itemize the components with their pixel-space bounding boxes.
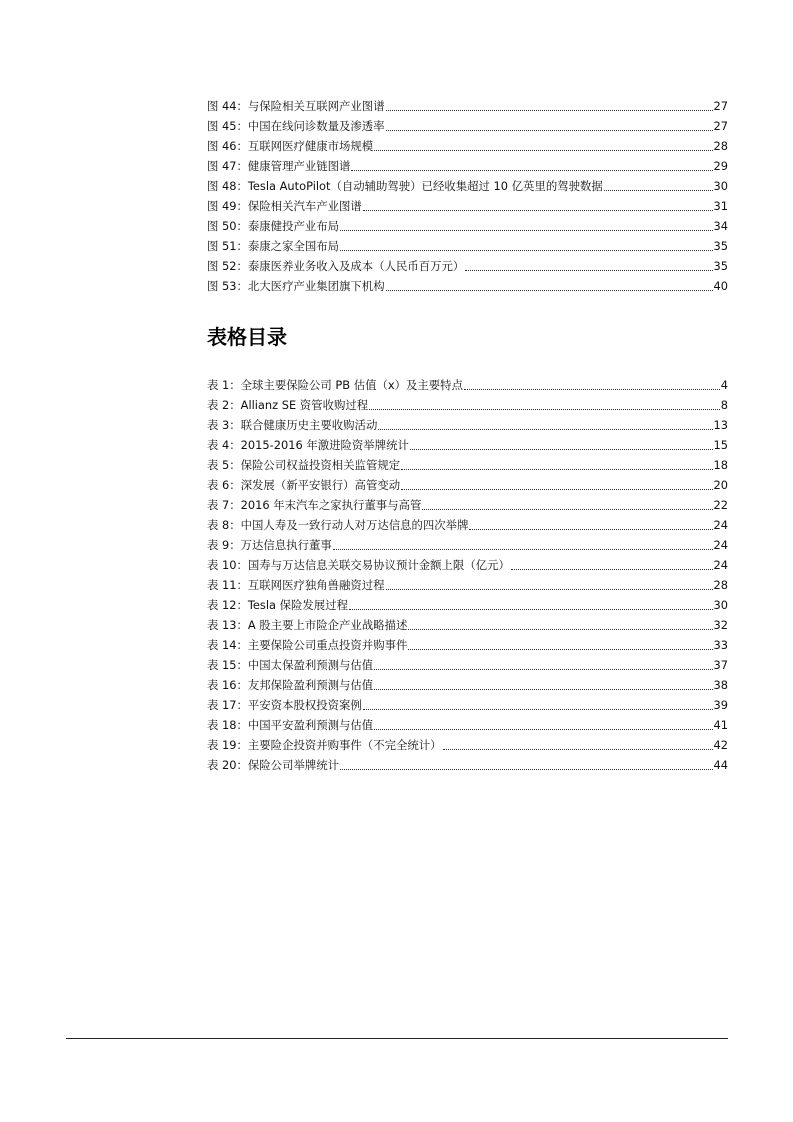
dot-leader: [386, 130, 713, 131]
dot-leader: [349, 609, 713, 610]
page-number: 34: [713, 219, 728, 233]
table-entry-3[interactable]: [207, 415, 728, 435]
dot-leader: [351, 170, 712, 171]
page-number: 38: [713, 678, 728, 692]
table-entry-16[interactable]: [207, 675, 728, 695]
dot-leader: [363, 709, 713, 710]
entry-label: 图 50：泰康健投产业布局: [207, 219, 340, 233]
entry-label: 图 44：与保险相关互联网产业图谱: [207, 99, 385, 113]
page-number: 28: [713, 139, 728, 153]
dot-leader: [422, 509, 712, 510]
dot-leader: [410, 449, 713, 450]
entry-label: 表 5：保险公司权益投资相关监管规定: [207, 458, 401, 472]
entry-label: 表 14：主要保险公司重点投资并购事件: [207, 638, 408, 652]
dot-leader: [408, 649, 712, 650]
figure-list: [207, 96, 728, 296]
entry-label: 表 6：深发展（新平安银行）高管变动: [207, 478, 401, 492]
page-number: 24: [713, 518, 728, 532]
dot-leader: [363, 210, 713, 211]
entry-label: 表 20：保险公司举牌统计: [207, 758, 340, 772]
dot-leader: [386, 589, 713, 590]
dot-leader: [464, 389, 720, 390]
dot-leader: [340, 769, 712, 770]
dot-leader: [465, 270, 712, 271]
dot-leader: [340, 250, 712, 251]
dot-leader: [604, 190, 713, 191]
page-number: 32: [713, 618, 728, 632]
table-entry-7[interactable]: [207, 495, 728, 515]
page-number: 30: [713, 179, 728, 193]
dot-leader: [386, 110, 713, 111]
figure-entry-44[interactable]: [207, 96, 728, 116]
table-entry-1[interactable]: [207, 375, 728, 395]
dot-leader: [374, 689, 712, 690]
dot-leader: [401, 469, 712, 470]
page-number: 22: [713, 498, 728, 512]
table-entry-8[interactable]: [207, 515, 728, 535]
figure-entry-51[interactable]: [207, 236, 728, 256]
figure-entry-53[interactable]: [207, 276, 728, 296]
page-number: 29: [713, 159, 728, 173]
page-number: 40: [713, 279, 728, 293]
entry-label: 图 48：Tesla AutoPilot（自动辅助驾驶）已经收集超过 10 亿英里的驾驶数据: [207, 179, 603, 193]
page-number: 24: [713, 558, 728, 572]
table-entry-19[interactable]: [207, 735, 728, 755]
figure-entry-52[interactable]: [207, 256, 728, 276]
entry-label: 表 1：全球主要保险公司 PB 估值（x）及主要特点: [207, 378, 463, 392]
entry-label: 表 11：互联网医疗独角兽融资过程: [207, 578, 385, 592]
page-number: 44: [713, 758, 728, 772]
entry-label: 表 18：中国平安盈利预测与估值: [207, 718, 374, 732]
figure-entry-47[interactable]: [207, 156, 728, 176]
table-entry-10[interactable]: [207, 555, 728, 575]
entry-label: 表 2：Allianz SE 资管收购过程: [207, 398, 369, 412]
entry-label: 表 10：国寿与万达信息关联交易协议预计金额上限（亿元）: [207, 558, 510, 572]
page-number: 28: [713, 578, 728, 592]
figure-entry-46[interactable]: [207, 136, 728, 156]
dot-leader: [369, 409, 720, 410]
table-entry-12[interactable]: [207, 595, 728, 615]
dot-leader: [378, 429, 712, 430]
entry-label: 表 12：Tesla 保险发展过程: [207, 598, 348, 612]
table-entry-15[interactable]: [207, 655, 728, 675]
entry-label: 表 7：2016 年末汽车之家执行董事与高管: [207, 498, 422, 512]
page-number: 4: [720, 378, 728, 392]
page-number: 15: [713, 438, 728, 452]
entry-label: 图 51：泰康之家全国布局: [207, 239, 340, 253]
entry-label: 表 8：中国人寿及一致行动人对万达信息的四次举牌: [207, 518, 469, 532]
dot-leader: [340, 230, 712, 231]
table-entry-13[interactable]: [207, 615, 728, 635]
dot-leader: [401, 489, 712, 490]
table-entry-11[interactable]: [207, 575, 728, 595]
entry-label: 表 13：A 股主要上市险企产业战略描述: [207, 618, 408, 632]
entry-label: 表 3：联合健康历史主要收购活动: [207, 418, 378, 432]
table-entry-14[interactable]: [207, 635, 728, 655]
page-number: 37: [713, 658, 728, 672]
entry-label: 图 53：北大医疗产业集团旗下机构: [207, 279, 385, 293]
figure-entry-49[interactable]: [207, 196, 728, 216]
page-number: 42: [713, 738, 728, 752]
page-number: 27: [713, 119, 728, 133]
dot-leader: [374, 150, 712, 151]
dot-leader: [408, 629, 712, 630]
page-number: 35: [713, 239, 728, 253]
figure-entry-48[interactable]: [207, 176, 728, 196]
entry-label: 表 16：友邦保险盈利预测与估值: [207, 678, 374, 692]
page-number: 24: [713, 538, 728, 552]
page-number: 27: [713, 99, 728, 113]
entry-label: 图 49：保险相关汽车产业图谱: [207, 199, 362, 213]
page-number: 33: [713, 638, 728, 652]
table-list: [207, 375, 728, 775]
figure-entry-50[interactable]: [207, 216, 728, 236]
page-number: 8: [720, 398, 728, 412]
entry-label: 图 46：互联网医疗健康市场规模: [207, 139, 374, 153]
dot-leader: [511, 569, 713, 570]
entry-label: 图 47：健康管理产业链图谱: [207, 159, 351, 173]
entry-label: 表 19：主要险企投资并购事件（不完全统计）: [207, 738, 442, 752]
page-number: 18: [713, 458, 728, 472]
dot-leader: [374, 729, 712, 730]
page-number: 35: [713, 259, 728, 273]
entry-label: 表 17：平安资本股权投资案例: [207, 698, 362, 712]
table-entry-2[interactable]: [207, 395, 728, 415]
dot-leader: [374, 669, 712, 670]
dot-leader: [443, 749, 713, 750]
table-entry-20[interactable]: [207, 755, 728, 775]
page-number: 39: [713, 698, 728, 712]
table-entry-5[interactable]: [207, 455, 728, 475]
entry-label: 表 9：万达信息执行董事: [207, 538, 332, 552]
entry-label: 表 15：中国太保盈利预测与估值: [207, 658, 374, 672]
table-entry-18[interactable]: [207, 715, 728, 735]
tables-heading: 表格目录: [207, 325, 287, 349]
dot-leader: [333, 549, 713, 550]
entry-label: 图 45：中国在线问诊数量及渗透率: [207, 119, 385, 133]
entry-label: 图 52：泰康医养业务收入及成本（人民币百万元）: [207, 259, 465, 273]
page-number: 41: [713, 718, 728, 732]
figure-entry-45[interactable]: [207, 116, 728, 136]
table-entry-6[interactable]: [207, 475, 728, 495]
entry-label: 表 4：2015-2016 年激进险资举牌统计: [207, 438, 409, 452]
table-entry-9[interactable]: [207, 535, 728, 555]
page-number: 31: [713, 199, 728, 213]
page-number: 20: [713, 478, 728, 492]
dot-leader: [386, 290, 713, 291]
footer-divider: [66, 1038, 728, 1039]
page-number: 13: [713, 418, 728, 432]
page-number: 30: [713, 598, 728, 612]
dot-leader: [469, 529, 712, 530]
table-entry-4[interactable]: [207, 435, 728, 455]
table-entry-17[interactable]: [207, 695, 728, 715]
